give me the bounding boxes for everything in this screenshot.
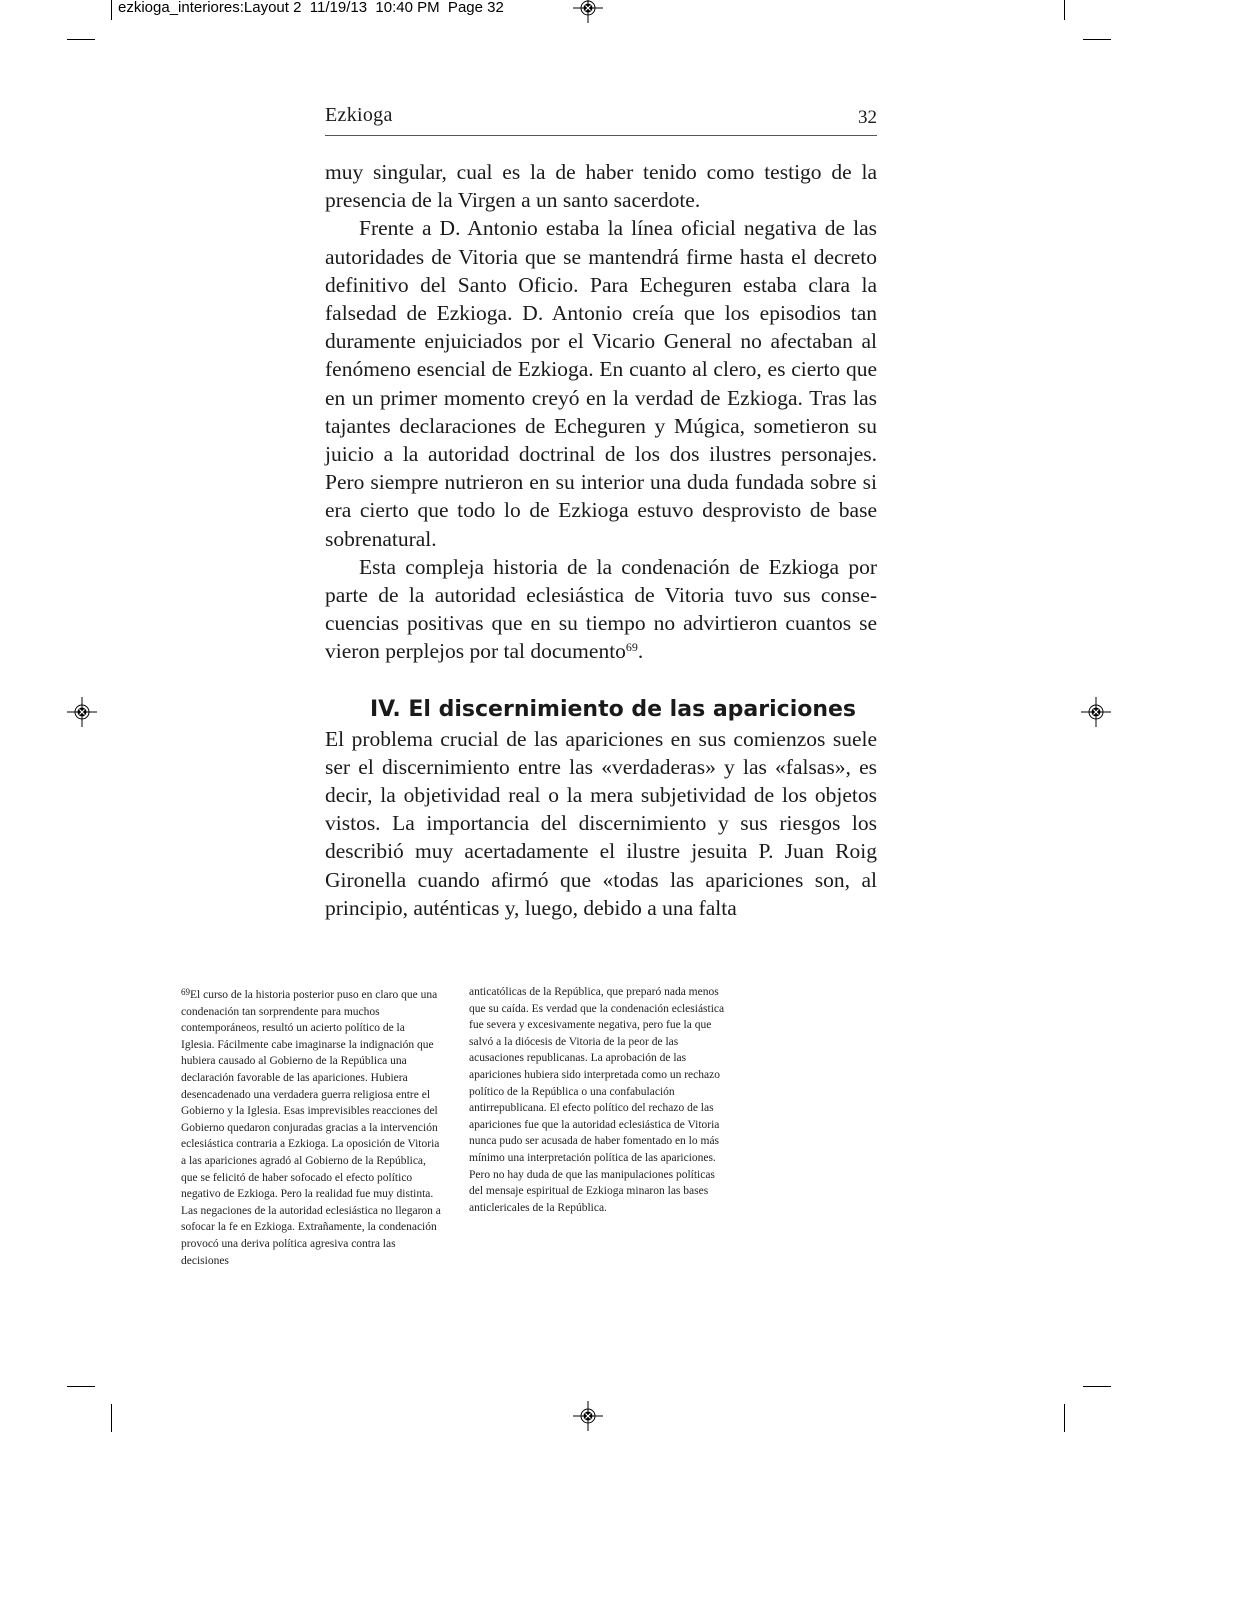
footnote-text-right: anticatólicas de la República, que preparó nada menos que su caída. Es verdad que la condenación eclesiástica fue severa y excesivamente negativa, pero fue la que salvó a la diócesis de Vitoria de la peor de las acusaciones republicanas. La aprobación de las apariciones hubiera sido interpretada como un rechazo político de la República o una confabulación antirrepublicana. El efecto político del rechazo de las apariciones fue que la autoridad eclesiástica de Vitoria nunca pudo ser acusada de haber fomentado en lo más mínimo una interpretación política de las apariciones. Pero no hay duda de que las manipulaciones políticas del mensaje espiritual de Ezkioga minaron las bases anticlericales de la República.	[469, 986, 725, 1214]
running-head	[325, 104, 877, 136]
paragraph-4: El problema crucial de las apariciones en sus comienzos suele ser el discernimiento entre las «verdaderas» y las «falsas», es decir, la objetividad real o la mera subjetividad de los objetos vistos. La importancia del discernimiento y sus riesgos los describió muy acertadamente el ilustre jesuita P. Juan Roig Gironella cuando afirmó que «todas las apariciones son, al principio, auténticas y, luego, debido a una falta	[325, 726, 877, 920]
paragraph-3	[325, 553, 877, 666]
crop-mark-bottom-left-vertical	[111, 1404, 112, 1432]
section-heading: IV. El discernimiento de las apariciones	[370, 696, 857, 722]
crop-mark-top-left-vertical	[111, 0, 112, 20]
body-text	[325, 158, 877, 922]
paragraph-3-end: .	[637, 639, 644, 664]
printer-slug: ezkioga_interiores:Layout 2 11/19/13 10:40 PM Page 32	[118, 0, 504, 16]
footnote-text-left: El curso de la historia posterior puso en claro que una condenación tan sorprendente para muchos contemporáneos, resultó un acierto político de la Iglesia. Fácilmente cabe imaginarse la indignación que hubiera causado al Gobierno de la República una declaración favorable de las apariciones. Hubiera desencadenado una verdadera guerra religiosa entre el Gobierno y la Iglesia. Esas imprevisibles reacciones del Gobierno quedaron conjuradas gracias a la intervención eclesiástica contraria a Ezkioga. La oposición de Vitoria a las apariciones agradó al Gobierno de la República, que se felicitó de haber sofocado el efecto político negativo de Ezkioga. Pero la realidad fue muy distinta. Las negaciones de la autoridad eclesiástica no llegaron a sofocar la fe en Ezkioga. Extrañamente, la condenación provocó una deriva política agresiva contra las decisiones	[181, 989, 441, 1267]
crop-mark-top-left-horizontal	[67, 39, 95, 40]
page-number: 32	[858, 107, 877, 128]
crop-mark-top-right-vertical	[1064, 0, 1065, 20]
footnote-reference: 69	[625, 640, 638, 655]
registration-mark-right-icon	[1081, 697, 1111, 727]
crop-mark-bottom-right-horizontal	[1083, 1386, 1111, 1387]
running-head-title: Ezkioga	[325, 104, 393, 126]
paragraph-3-text: Esta compleja historia de la condenación de Ezkioga por parte de la autoridad eclesiástica de Vitoria tuvo sus consecuencias positivas que en su tiempo no advirtieron cuantos se vieron perplejos por tal documento	[325, 554, 877, 664]
registration-mark-bottom-icon	[573, 1401, 603, 1431]
paragraph-2: Frente a D. Antonio estaba la línea oficial negativa de las autoridades de Vitoria que se mantendrá firme hasta el decreto definitivo del Santo Oficio. Para Echeguren estaba clara la falsedad de Ezkioga. D. Antonio creía que los episodios tan duramente enjuiciados por el Vicario General no afectaban al fenómeno esencial de Ezkioga. En cuanto al clero, es cierto que en un primer momento creyó en la verdad de Ezkioga. Tras las tajantes declaraciones de Echeguren y Múgica, sometieron su juicio a la autoridad doctrinal de los dos ilustres personajes. Pero siempre nutrieron en su interior una duda fundada sobre si era cierto que todo lo de Ezkioga estuvo desprovisto de base sobrenatural.	[325, 216, 877, 551]
footnote-column-right	[469, 984, 729, 1216]
registration-mark-left-icon	[67, 697, 97, 727]
footnote-number: 69	[181, 987, 190, 997]
crop-mark-bottom-left-horizontal	[67, 1386, 95, 1387]
footnote-column-left	[181, 984, 441, 1269]
crop-mark-bottom-right-vertical	[1064, 1404, 1065, 1432]
crop-mark-top-right-horizontal	[1083, 39, 1111, 40]
registration-mark-top-icon	[573, 0, 603, 23]
paragraph-1: muy singular, cual es la de haber tenido como testigo de la presencia de la Virgen a un santo sacerdote.	[325, 160, 877, 213]
